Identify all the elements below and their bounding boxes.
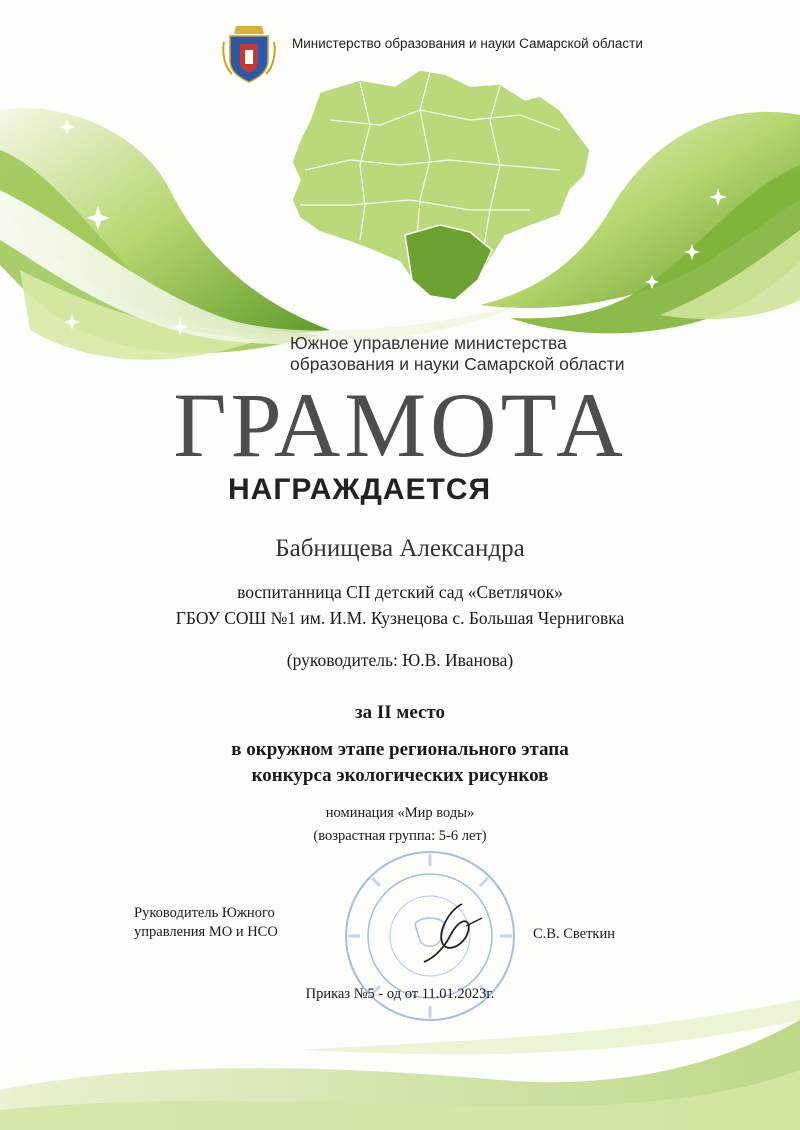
recipient-name: Бабнищева Александра: [275, 535, 525, 562]
pupil-line: воспитанница СП детский сад «Светлячок»: [237, 582, 563, 602]
contest-line2: конкурса экологических рисунков: [251, 765, 549, 786]
signer-title: [134, 904, 278, 942]
signer-name: С.В. Светкин: [533, 926, 615, 942]
signer-title-line1: Руководитель Южного: [134, 905, 275, 921]
southern-department-line1: Южное управление министерства: [290, 333, 567, 353]
southern-department-name: [290, 333, 625, 375]
school-line: ГБОУ СОШ №1 им. И.М. Кузнецова с. Большая Черниговка: [175, 608, 625, 628]
age-group-line: (возрастная группа: 5-6 лет): [313, 828, 487, 844]
contest-line1: в окружном этапе регионального этапа: [231, 739, 569, 760]
certificate-title: ГРАМОТА: [173, 374, 627, 476]
handwritten-signature: [420, 896, 490, 966]
awarded-label: НАГРАЖДАЕТСЯ: [228, 473, 492, 506]
order-line: Приказ №5 - од от 11.01.2023г.: [305, 986, 495, 1002]
nomination-line: номинация «Мир воды»: [325, 805, 475, 821]
supervisor-line: (руководитель: Ю.В. Иванова): [286, 650, 514, 670]
award-place: за II место: [354, 702, 446, 723]
southern-department-line2: образования и науки Самарской области: [290, 354, 625, 374]
signer-title-line2: управления МО и НСО: [134, 924, 278, 940]
coat-of-arms-icon: [218, 22, 280, 84]
ministry-header: Министерство образования и науки Самарской области: [292, 36, 643, 51]
